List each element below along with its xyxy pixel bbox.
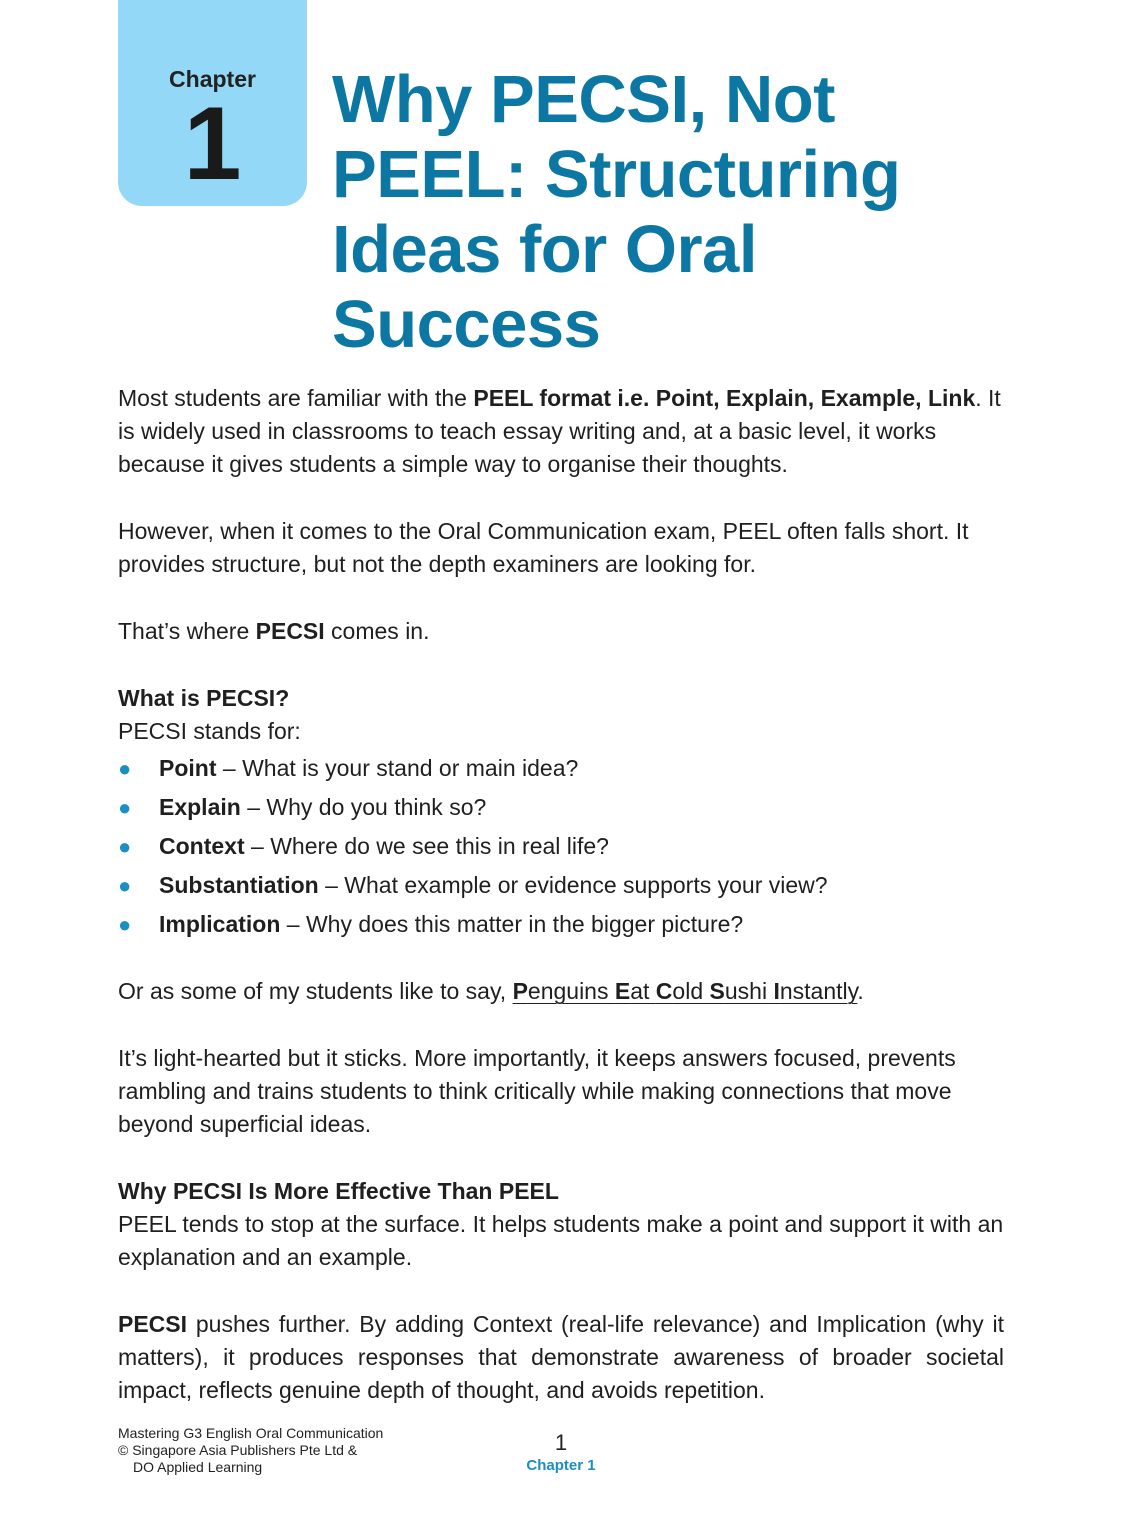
comes-in-end: comes in. [324,618,430,644]
mnemonic-lead: Or as some of my students like to say, [118,978,513,1004]
stands-for-text: PECSI stands for: [118,718,301,744]
footer-chapter-label: Chapter 1 [526,1457,596,1474]
peel-format-bold: PEEL format i.e. Point, Explain, Example, Link [473,385,976,411]
chapter-tab [118,0,307,206]
mnemonic-word-rest: old [672,978,710,1004]
list-item [118,752,1004,785]
bullet-dot-icon: ● [118,756,132,781]
intro-paragraph [118,382,1004,481]
footer-page-info [511,1430,611,1474]
comes-in-paragraph [118,615,1004,648]
list-item-desc: – What example or evidence supports your view? [318,872,828,898]
bullet-dot-icon: ● [118,795,132,820]
mnemonic-initial: C [655,978,673,1004]
mnemonic-paragraph [118,975,1004,1008]
chapter-number: 1 [183,86,242,202]
mnemonic-initial: S [709,978,725,1004]
what-is-heading: What is PECSI? [118,685,290,711]
mnemonic-word-rest: at [630,978,656,1004]
mnemonic-word-rest: nstantly [779,978,858,1004]
chapter-label: Chapter [169,66,256,92]
mnemonic-phrase [513,978,858,1004]
list-item-term: Context [159,833,245,859]
pecsi-bold: PECSI [118,1311,188,1337]
pecsi-bold: PECSI [255,618,325,644]
mnemonic-word-rest: enguins [527,978,615,1004]
footer-copyright: © Singapore Asia Publishers Pte Ltd & [118,1442,358,1458]
surface-paragraph: PEEL tends to stop at the surface. It helps students make a point and support it with an explanation and an example. [118,1211,1004,1270]
mnemonic-word-rest: ushi [724,978,774,1004]
list-item [118,869,1004,902]
mnemonic-initial: I [773,978,780,1004]
falls-short-paragraph: However, when it comes to the Oral Communication exam, PEEL often falls short. It provides structure, but not the depth examiners are looking for. [118,518,969,577]
effective-heading: Why PECSI Is More Effective Than PEEL [118,1178,559,1204]
list-item [118,791,1004,824]
list-item-term: Point [159,755,217,781]
footer-book-title: Mastering G3 English Oral Communication [118,1425,384,1441]
mnemonic-initial: P [512,978,528,1004]
list-item [118,830,1004,863]
mnemonic-initial: E [614,978,631,1004]
page-title: Why PECSI, Not PEEL: Structuring Ideas for Oral Success [332,62,901,362]
sticks-paragraph: It’s light-hearted but it sticks. More importantly, it keeps answers focused, prevents rambling and trains students to think critically while making connections that move beyond superficial ideas. [118,1045,956,1137]
list-item [118,908,1004,941]
bullet-dot-icon: ● [118,912,132,937]
list-item-desc: – What is your stand or main idea? [216,755,579,781]
bullet-dot-icon: ● [118,873,132,898]
page-content [118,382,1004,1441]
footer-copyright-cont: DO Applied Learning [133,1459,263,1475]
list-item-desc: – Why do you think so? [240,794,487,820]
page-number: 1 [554,1430,568,1455]
bullet-dot-icon: ● [118,834,132,859]
intro-text-end: . It is widely used in classrooms to teach essay writing and, at a basic level, it works because it gives students a simple way to organise their thoughts. [118,385,1001,477]
pushes-further-paragraph [118,1308,1004,1407]
list-item-desc: – Why does this matter in the bigger picture? [280,911,744,937]
list-item-term: Substantiation [159,872,319,898]
footer-publisher [118,1425,383,1476]
list-item-desc: – Where do we see this in real life? [244,833,609,859]
list-item-term: Implication [159,911,281,937]
pushes-further-text: pushes further. By adding Context (real-life relevance) and Implication (why it matters), it produces responses that demonstrate awareness of broader societal impact, reflects genuine depth of thought, and avoids repetition. [118,1311,1004,1403]
pecsi-list [118,752,1004,941]
comes-in-start: That’s where [118,618,256,644]
intro-text-start: Most students are familiar with the [118,385,474,411]
list-item-term: Explain [159,794,241,820]
mnemonic-trail: . [857,978,864,1004]
